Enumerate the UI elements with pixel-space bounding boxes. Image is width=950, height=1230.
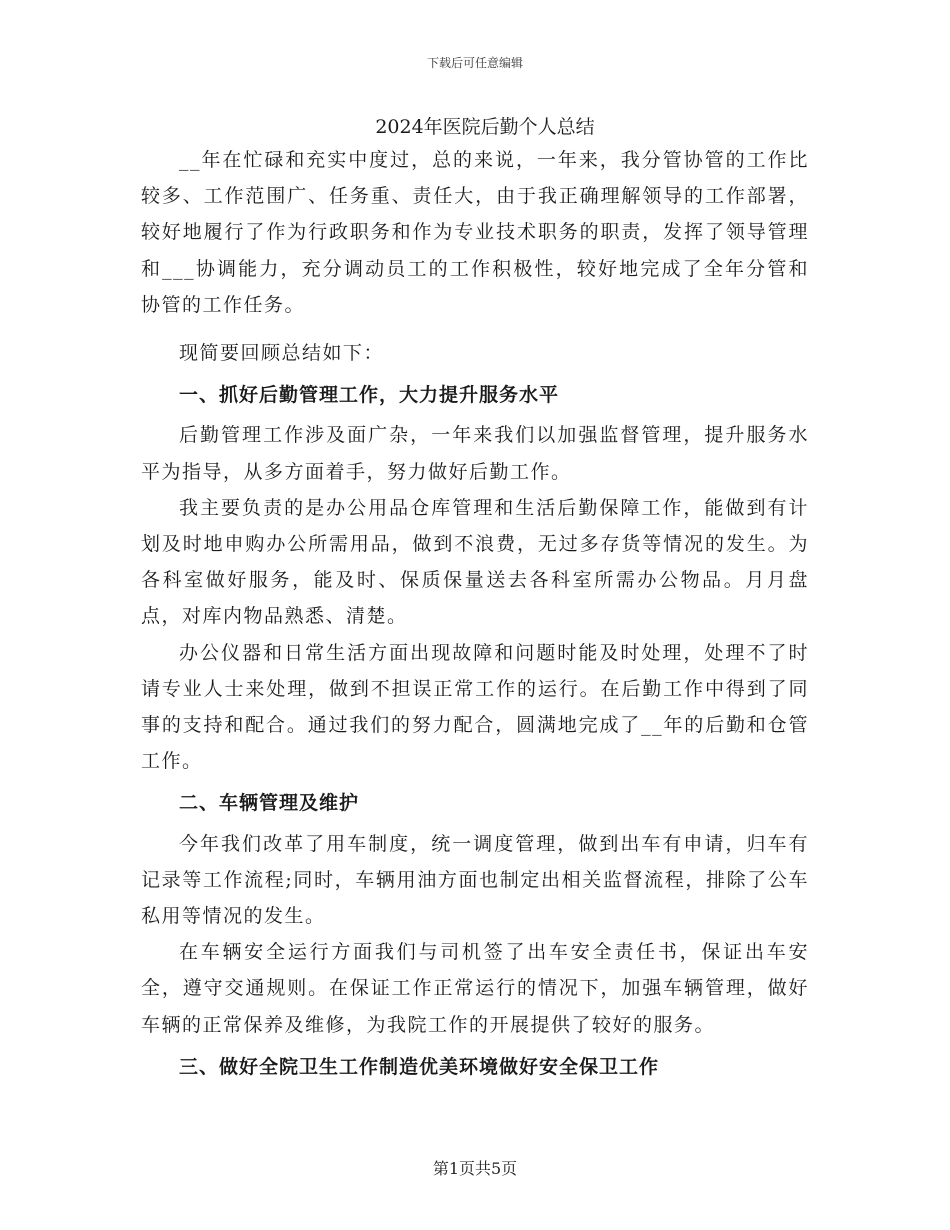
paragraph-logistics-overview: 后勤管理工作涉及面广杂，一年来我们以加强监督管理，提升服务水平为指导，从多方面着手，努力做好后勤工作。	[141, 424, 809, 483]
page-number: 第1页共5页	[432, 1159, 518, 1178]
paragraph-vehicle-safety: 在车辆安全运行方面我们与司机签了出车安全责任书，保证出车安全，遵守交通规则。在保证工作正常运行的情况下，加强车辆管理，做好车辆的正常保养及维修，为我院工作的开展提供了较好的服务。	[141, 941, 809, 1036]
paragraph-equipment-maintenance: 办公仪器和日常生活方面出现故障和问题时能及时处理，处理不了时请专业人士来处理，做到不担误正常工作的运行。在后勤工作中得到了同事的支持和配合。通过我们的努力配合，圆满地完成了__年的后勤和仓管工作。	[141, 641, 809, 773]
paragraph-office-supplies: 我主要负责的是办公用品仓库管理和生活后勤保障工作，能做到有计划及时地申购办公所需用品，做到不浪费，无过多存货等情况的发生。为各科室做好服务，能及时、保质保量送去各科室所需办公物品。月月盘点，对库内物品熟悉、清楚。	[141, 496, 809, 628]
document-body	[141, 114, 809, 1089]
section-heading-1: 一、抓好后勤管理工作，大力提升服务水平	[179, 384, 560, 407]
header-note: 下载后可任意编辑	[426, 56, 523, 70]
paragraph-intro: __年在忙碌和充实中度过，总的来说，一年来，我分管协管的工作比较多、工作范围广、任务重、责任大，由于我正确理解领导的工作部署，较好地履行了作为行政职务和作为专业技术职务的职责，发挥了领导管理和___协调能力，充分调动员工的工作积极性，较好地完成了全年分管和协管的工作任务。	[141, 149, 809, 316]
section-heading-3: 三、做好全院卫生工作制造优美环境做好安全保卫工作	[179, 1055, 660, 1078]
document-title: 2024年医院后勤个人总结	[375, 116, 595, 138]
paragraph-summary-lead: 现简要回顾总结如下：	[179, 342, 385, 365]
section-heading-2: 二、车辆管理及维护	[179, 792, 360, 815]
paragraph-vehicle-policy: 今年我们改革了用车制度，统一调度管理，做到出车有申请，归车有记录等工作流程;同时，车辆用油方面也制定出相关监督流程，排除了公车私用等情况的发生。	[141, 832, 809, 928]
